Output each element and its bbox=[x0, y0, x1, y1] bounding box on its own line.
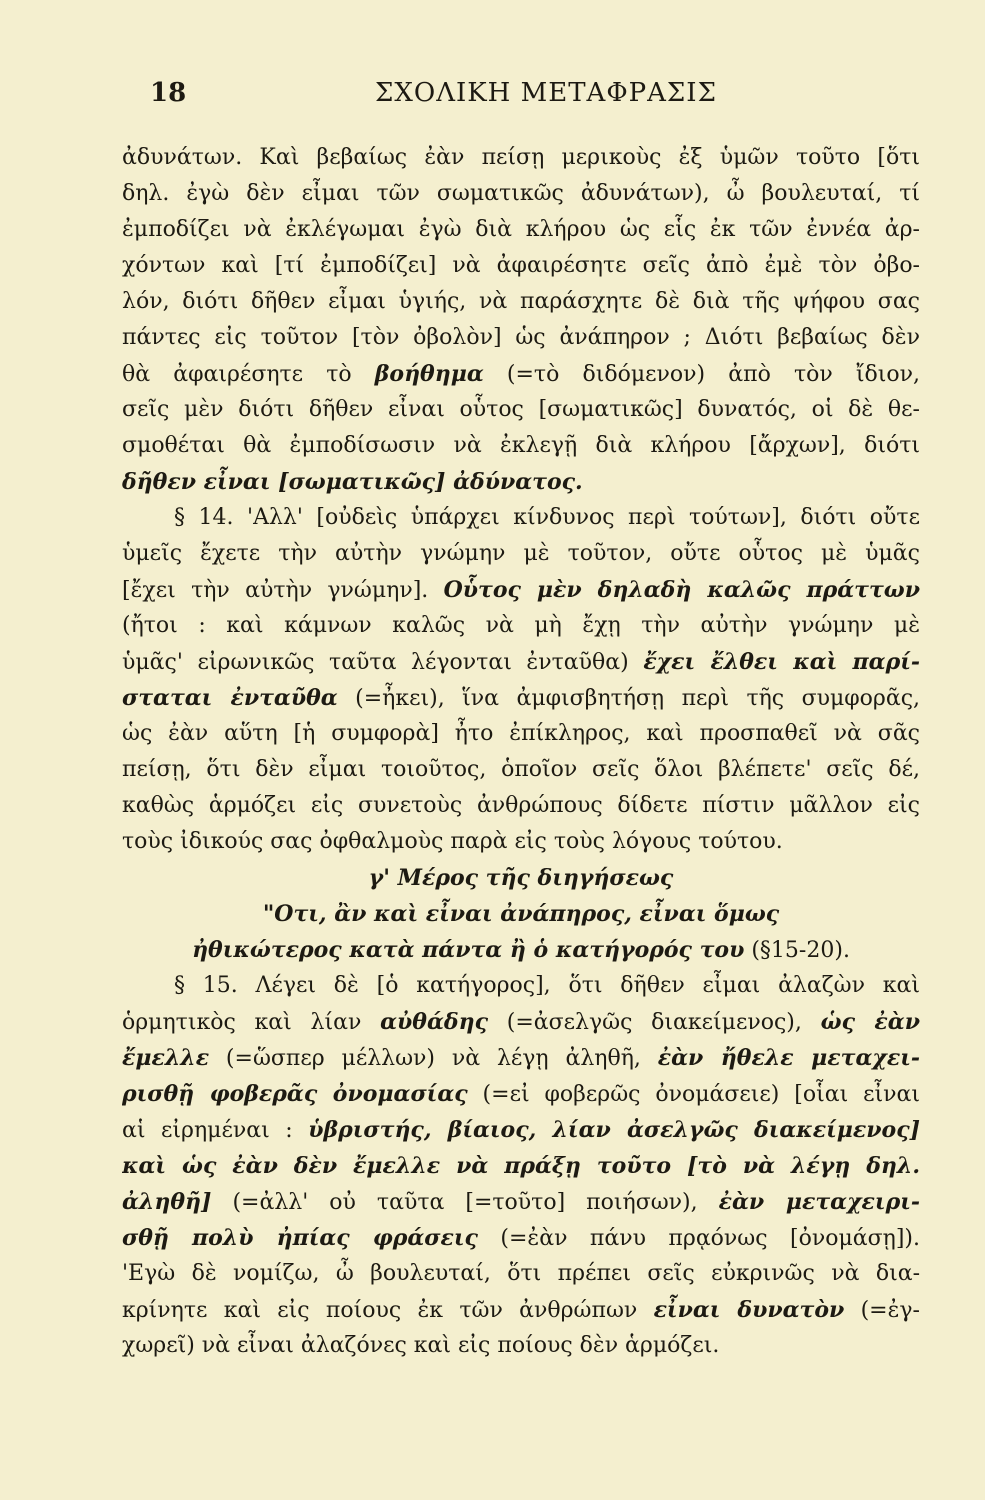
text-line bbox=[122, 1328, 920, 1364]
text-body bbox=[122, 140, 920, 1364]
text-span: δηλ. ἐγὼ δὲν εἶμαι τῶν σωματικῶς ἀδυνάτων), ὦ βουλευταί, τί bbox=[122, 181, 920, 206]
text-span: (=εἰ φοβερῶς ὀνομάσειε) [οἷαι εἶναι bbox=[467, 1082, 920, 1107]
text-line bbox=[122, 1184, 920, 1220]
emphasized-text: σταται ἐνταῦθα bbox=[122, 685, 338, 711]
text-span: λόν, διότι δῆθεν εἶμαι ὑγιής, νὰ παράσχητε δὲ διὰ τῆς ψήφου σας bbox=[122, 289, 920, 314]
emphasized-text: γ' Μέρος τῆς διηγήσεως bbox=[368, 865, 674, 891]
text-span: (=ἐὰν πάνυ πρᾳόνως [ὀνομάσῃ]). bbox=[477, 1226, 920, 1251]
text-line bbox=[122, 1256, 920, 1292]
text-line bbox=[122, 392, 920, 428]
text-line bbox=[122, 320, 920, 356]
text-line bbox=[122, 500, 920, 536]
text-span: χόντων καὶ [τί ἐμποδίζει] νὰ ἀφαιρέσητε σεῖς ἀπὸ ἐμὲ τὸν ὀβο- bbox=[122, 253, 920, 278]
text-line bbox=[122, 1004, 920, 1040]
text-line bbox=[122, 680, 920, 716]
text-line bbox=[122, 716, 920, 752]
text-span: (=τὸ διδόμενον) ἀπὸ τὸν ἴδιον, bbox=[483, 362, 920, 387]
text-line bbox=[122, 1040, 920, 1076]
text-line bbox=[122, 1292, 920, 1328]
emphasized-text: ἔμελλε bbox=[122, 1045, 210, 1071]
emphasized-text: ἐὰν μεταχειρι- bbox=[718, 1189, 920, 1215]
text-span: (=ἦκει), ἵνα ἀμφισβητήσῃ περὶ τῆς συμφορᾶς, bbox=[337, 686, 920, 711]
text-line bbox=[122, 176, 920, 212]
text-span: σεῖς μὲν διότι δῆθεν εἶναι οὗτος [σωματικῶς] δυνατός, οἱ δὲ θε- bbox=[122, 397, 920, 422]
page-number: 18 bbox=[150, 78, 187, 108]
page-header bbox=[150, 78, 890, 118]
emphasized-text: ὡς ἐὰν bbox=[820, 1009, 920, 1035]
emphasized-text: ἀληθῆ] bbox=[122, 1189, 212, 1215]
text-line bbox=[122, 572, 920, 608]
text-span: θὰ ἀφαιρέσητε τὸ bbox=[122, 362, 375, 387]
text-span: (=ἀσελγῶς διακείμενος), bbox=[487, 1010, 821, 1035]
text-span: καθὼς ἁρμόζει εἰς συνετοὺς ἀνθρώπους δίδετε πίστιν μᾶλλον εἰς bbox=[122, 793, 920, 818]
text-span: § 15. Λέγει δὲ [ὁ κατήγορος], ὅτι δῆθεν εἶμαι ἀλαζὼν καὶ bbox=[174, 973, 920, 998]
text-span: (=ἐγ- bbox=[844, 1298, 920, 1323]
text-line bbox=[122, 932, 920, 968]
text-line bbox=[122, 788, 920, 824]
text-span: ὑμεῖς ἔχετε τὴν αὐτὴν γνώμην μὲ τοῦτον, οὔτε οὗτος μὲ ὑμᾶς bbox=[122, 541, 920, 566]
text-span: ἀδυνάτων. Καὶ βεβαίως ἐὰν πείσῃ μερικοὺς ἐξ ὑμῶν τοῦτο [ὅτι bbox=[122, 145, 920, 170]
text-line bbox=[122, 1076, 920, 1112]
text-line bbox=[122, 284, 920, 320]
text-line bbox=[122, 608, 920, 644]
text-line bbox=[122, 428, 920, 464]
emphasized-text: εἶναι δυνατὸν bbox=[653, 1297, 845, 1323]
text-span: § 14. 'Αλλ' [οὐδεὶς ὑπάρχει κίνδυνος περὶ τούτων], διότι οὔτε bbox=[174, 505, 920, 530]
text-span: ὑμᾶς' εἰρωνικῶς ταῦτα λέγονται ἐνταῦθα) bbox=[122, 650, 644, 675]
emphasized-text: ἐὰν ἤθελε μεταχει- bbox=[657, 1045, 920, 1071]
text-span: πάντες εἰς τοῦτον [τὸν ὀβολὸν] ὡς ἀνάπηρον ; Διότι βεβαίως δὲν bbox=[122, 325, 920, 350]
text-span: σμοθέται θὰ ἐμποδίσωσιν νὰ ἐκλεγῇ διὰ κλήρου [ἄρχων], διότι bbox=[122, 433, 920, 458]
text-span: (§15-20). bbox=[744, 938, 850, 963]
text-span: πείσῃ, ὅτι δὲν εἶμαι τοιοῦτος, ὁποῖον σεῖς ὅλοι βλέπετε' σεῖς δέ, bbox=[122, 757, 920, 782]
text-line bbox=[122, 248, 920, 284]
emphasized-text: ρισθῇ φοβερᾶς ὀνομασίας bbox=[122, 1081, 468, 1107]
emphasized-text: ἔχει ἔλθει καὶ παρί- bbox=[643, 649, 920, 675]
text-line bbox=[122, 140, 920, 176]
emphasized-text: καὶ ὡς ἐὰν δὲν ἔμελλε νὰ πράξῃ τοῦτο [τὸ νὰ λέγῃ δηλ. bbox=[122, 1153, 920, 1179]
emphasized-text: δῆθεν εἶναι [σωματικῶς] ἀδύνατος. bbox=[122, 469, 583, 495]
text-span: ἐμποδίζει νὰ ἐκλέγωμαι ἐγὼ διὰ κλήρου ὡς εἷς ἐκ τῶν ἐννέα ἀρ- bbox=[122, 217, 920, 242]
text-span: ὁρμητικὸς καὶ λίαν bbox=[122, 1010, 381, 1035]
text-line bbox=[122, 968, 920, 1004]
text-span: [ἔχει τὴν αὐτὴν γνώμην]. bbox=[122, 578, 444, 603]
text-span: ὡς ἐὰν αὕτη [ἡ συμφορὰ] ἦτο ἐπίκληρος, καὶ προσπαθεῖ νὰ σᾶς bbox=[122, 721, 920, 746]
text-span: 'Εγὼ δὲ νομίζω, ὦ βουλευταί, ὅτι πρέπει σεῖς εὐκρινῶς νὰ δια- bbox=[122, 1261, 920, 1286]
emphasized-text: βοήθημα bbox=[374, 361, 484, 387]
text-line bbox=[122, 1112, 920, 1148]
text-line bbox=[122, 860, 920, 896]
emphasized-text: ἠθικώτερος κατὰ πάντα ἢ ὁ κατήγορός του bbox=[192, 937, 745, 963]
text-span: τοὺς ἰδικούς σας ὀφθαλμοὺς παρὰ εἰς τοὺς λόγους τούτου. bbox=[122, 829, 783, 854]
emphasized-text: Οὗτος μὲν δηλαδὴ καλῶς πράττων bbox=[443, 577, 920, 603]
text-line bbox=[122, 644, 920, 680]
text-span: χωρεῖ) νὰ εἶναι ἀλαζόνες καὶ εἰς ποίους δὲν ἁρμόζει. bbox=[122, 1333, 720, 1358]
text-line bbox=[122, 356, 920, 392]
text-span: κρίνητε καὶ εἰς ποίους ἐκ τῶν ἀνθρώπων bbox=[122, 1298, 654, 1323]
text-line bbox=[122, 752, 920, 788]
text-line bbox=[122, 896, 920, 932]
text-line bbox=[122, 1148, 920, 1184]
text-line bbox=[122, 212, 920, 248]
emphasized-text: ὑβριστής, βίαιος, λίαν ἀσελγῶς διακείμενος] bbox=[308, 1117, 920, 1143]
text-line bbox=[122, 1220, 920, 1256]
text-span: (=ἀλλ' οὐ ταῦτα [=τοῦτο] ποιήσων), bbox=[211, 1190, 719, 1215]
emphasized-text: αὐθάδης bbox=[380, 1009, 488, 1035]
text-line bbox=[122, 464, 920, 500]
running-title: ΣΧΟΛΙΚΗ ΜΕΤΑΦΡΑΣΙΣ bbox=[375, 78, 717, 108]
text-span: αἱ εἰρημέναι : bbox=[122, 1118, 309, 1143]
text-line bbox=[122, 824, 920, 860]
emphasized-text: σθῇ πολὺ ἠπίας φράσεις bbox=[122, 1225, 478, 1251]
text-line bbox=[122, 536, 920, 572]
emphasized-text: "Οτι, ἂν καὶ εἶναι ἀνάπηρος, εἶναι ὅμως bbox=[262, 901, 780, 927]
text-span: (=ὥσπερ μέλλων) νὰ λέγῃ ἀληθῆ, bbox=[209, 1046, 658, 1071]
text-span: (ἤτοι : καὶ κάμνων καλῶς νὰ μὴ ἔχῃ τὴν αὐτὴν γνώμην μὲ bbox=[122, 613, 920, 638]
